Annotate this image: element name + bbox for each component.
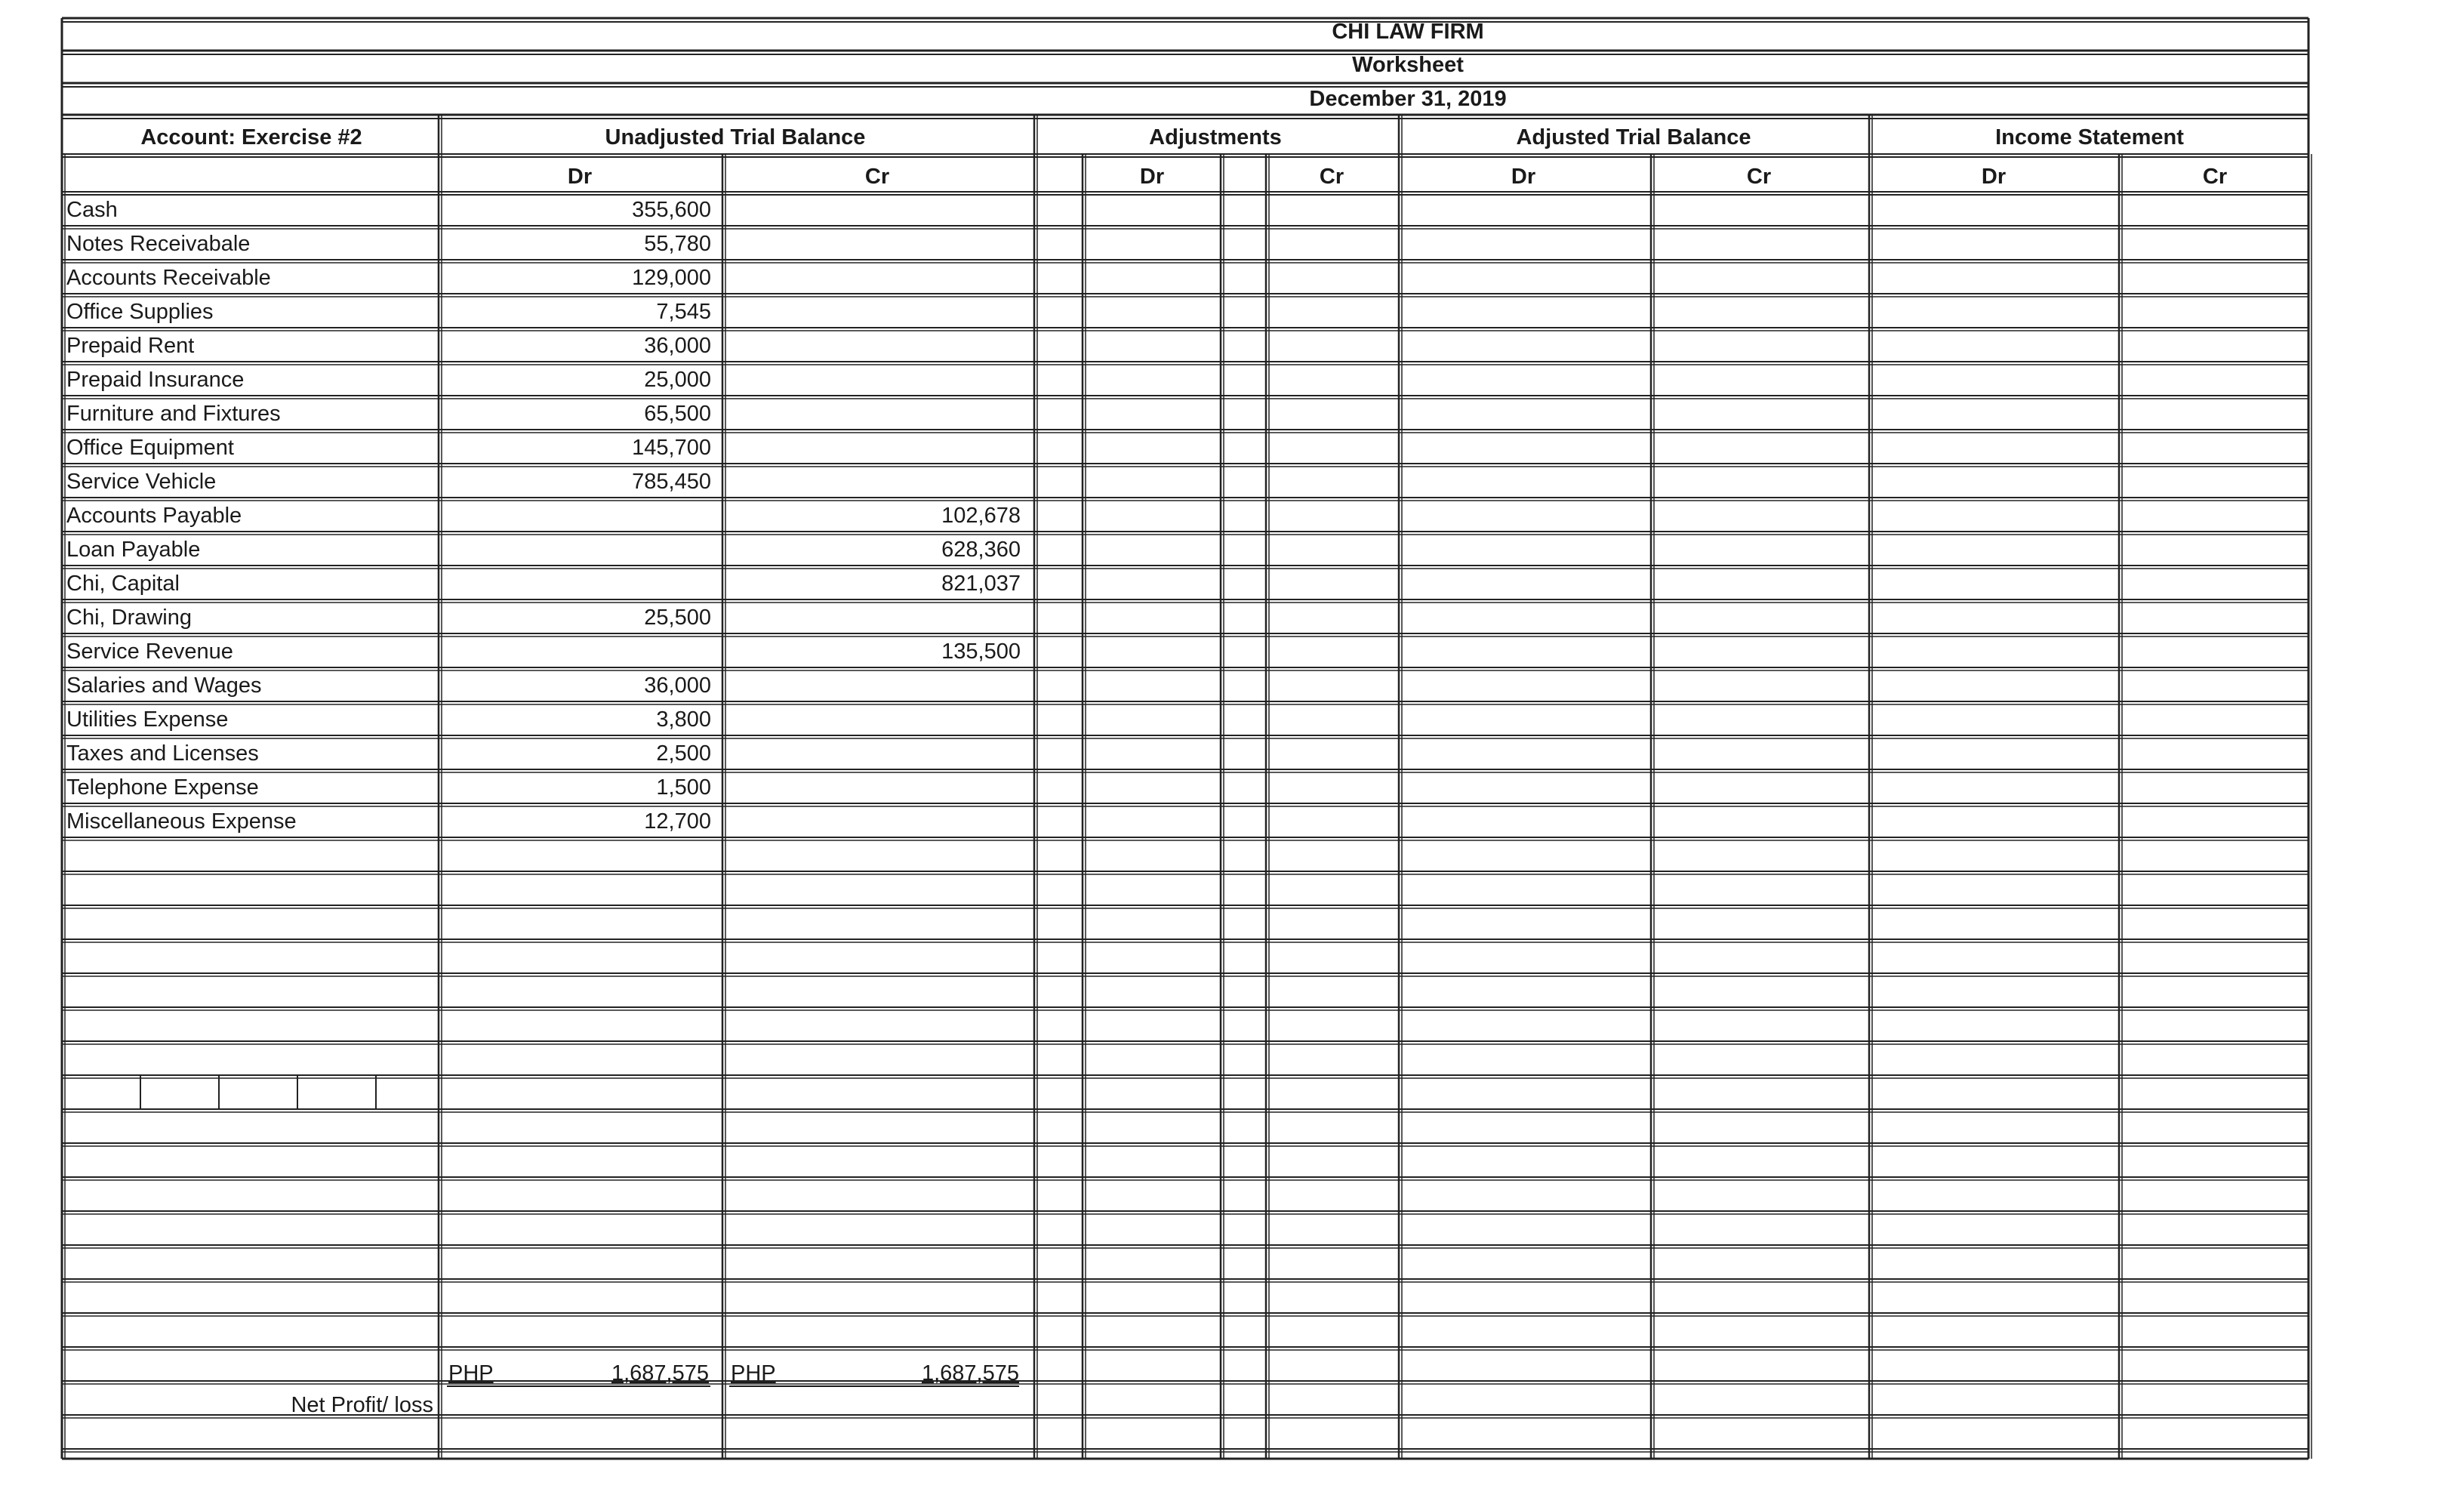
header-utb-dr: Dr: [567, 165, 593, 189]
total-cr-amount: 1,687,575: [921, 1361, 1019, 1385]
header-adj-dr: Dr: [1139, 165, 1165, 189]
unadjusted-dr-value: 55,780: [644, 232, 711, 256]
unadjusted-dr-value: 1,500: [656, 775, 711, 800]
unadjusted-cr-value: 628,360: [941, 538, 1021, 562]
worksheet-date: December 31, 2019: [1309, 87, 1507, 111]
account-name: Miscellaneous Expense: [66, 809, 297, 834]
unadjusted-dr-value: 36,000: [644, 334, 711, 358]
total-dr-currency: PHP: [448, 1361, 494, 1385]
header-adj-cr: Cr: [1319, 165, 1344, 189]
account-name: Cash: [66, 198, 118, 222]
header-unadjusted-trial-balance: Unadjusted Trial Balance: [605, 125, 866, 149]
unadjusted-dr-value: 7,545: [656, 300, 711, 324]
account-name: Service Revenue: [66, 640, 233, 664]
account-name: Chi, Capital: [66, 572, 180, 596]
account-name: Prepaid Rent: [66, 334, 195, 358]
total-cr-currency: PHP: [731, 1361, 776, 1385]
account-name: Furniture and Fixtures: [66, 402, 281, 426]
unadjusted-dr-value: 129,000: [632, 266, 711, 290]
account-name: Service Vehicle: [66, 470, 217, 494]
unadjusted-dr-value: 3,800: [656, 707, 711, 732]
account-name: Salaries and Wages: [66, 673, 262, 698]
header-atb-dr: Dr: [1511, 165, 1536, 189]
header-is-dr: Dr: [1981, 165, 2007, 189]
account-name: Loan Payable: [66, 538, 201, 562]
worksheet-title: Worksheet: [1352, 53, 1464, 77]
account-name: Accounts Receivable: [66, 266, 271, 290]
account-name: Office Equipment: [66, 436, 234, 460]
total-dr-amount: 1,687,575: [611, 1361, 709, 1385]
unadjusted-dr-value: 36,000: [644, 673, 711, 698]
header-adjusted-trial-balance: Adjusted Trial Balance: [1516, 125, 1751, 149]
header-account: Account: Exercise #2: [140, 125, 362, 149]
header-atb-cr: Cr: [1746, 165, 1772, 189]
account-name: Taxes and Licenses: [66, 741, 259, 766]
account-name: Chi, Drawing: [66, 606, 192, 630]
account-name: Accounts Payable: [66, 504, 242, 528]
unadjusted-dr-value: 355,600: [632, 198, 711, 222]
net-profit-label: Net Profit/ loss: [291, 1393, 433, 1417]
account-name: Telephone Expense: [66, 775, 259, 800]
unadjusted-dr-value: 65,500: [644, 402, 711, 426]
unadjusted-dr-value: 12,700: [644, 809, 711, 834]
account-name: Prepaid Insurance: [66, 368, 245, 392]
header-income-statement: Income Statement: [1995, 125, 2184, 149]
header-adjustments: Adjustments: [1149, 125, 1282, 149]
unadjusted-cr-value: 102,678: [941, 504, 1021, 528]
company-name: CHI LAW FIRM: [1332, 20, 1484, 44]
header-utb-cr: Cr: [864, 165, 890, 189]
account-name: Notes Receivabale: [66, 232, 251, 256]
total-cr-underline: [729, 1385, 1019, 1387]
unadjusted-cr-value: 821,037: [941, 572, 1021, 596]
account-name: Office Supplies: [66, 300, 214, 324]
header-is-cr: Cr: [2202, 165, 2228, 189]
unadjusted-dr-value: 2,500: [656, 741, 711, 766]
unadjusted-dr-value: 25,000: [644, 368, 711, 392]
total-dr-underline: [447, 1385, 710, 1387]
unadjusted-dr-value: 25,500: [644, 606, 711, 630]
unadjusted-dr-value: 785,450: [632, 470, 711, 494]
unadjusted-cr-value: 135,500: [941, 640, 1021, 664]
unadjusted-dr-value: 145,700: [632, 436, 711, 460]
account-name: Utilities Expense: [66, 707, 229, 732]
